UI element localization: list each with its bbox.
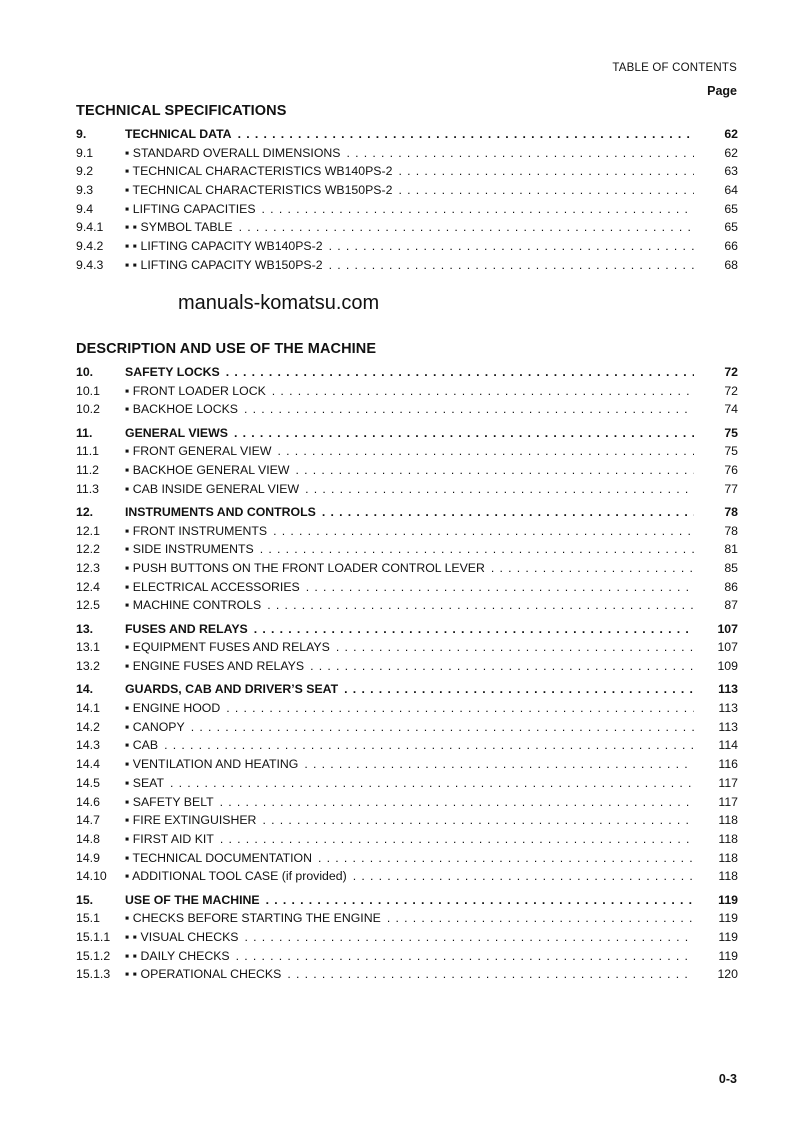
toc-entry-page: 87	[724, 598, 738, 613]
toc-entry-leader	[125, 849, 694, 868]
toc-entry-leader	[125, 699, 694, 718]
toc-entry-number: 9.4.1	[76, 220, 104, 235]
toc-entry-leader	[125, 461, 694, 480]
toc-entry-page: 85	[724, 561, 738, 576]
toc-entry-page: 74	[724, 402, 738, 417]
toc-entry-title: ▪ ▪ OPERATIONAL CHECKS	[125, 967, 287, 981]
toc-entry-leader	[125, 867, 694, 886]
toc-entry-leader	[125, 218, 694, 237]
toc-entry-title: ▪ VENTILATION AND HEATING	[125, 757, 304, 771]
toc-entry-page: 119	[718, 892, 738, 907]
toc-entry-title: USE OF THE MACHINE	[125, 893, 266, 907]
toc-entry-leader	[125, 774, 694, 793]
toc-entry[interactable]	[76, 480, 738, 499]
toc-entry[interactable]	[76, 793, 738, 812]
toc-entry-leader	[125, 718, 694, 737]
watermark-text: manuals-komatsu.com	[178, 292, 380, 314]
toc-entry[interactable]	[76, 442, 738, 461]
toc-entry-title: ▪ CAB	[125, 738, 164, 752]
toc-entry-leader	[125, 909, 694, 928]
toc-entry-page: 62	[724, 145, 738, 160]
toc-entry-page: 72	[724, 383, 738, 398]
toc-entry-number: 9.1	[76, 145, 94, 160]
section-title-description-and-use: DESCRIPTION AND USE OF THE MACHINE	[76, 341, 377, 357]
toc-entry-page: 76	[724, 463, 738, 478]
toc-entry-number: 14.8	[76, 831, 100, 846]
toc-entry[interactable]	[76, 218, 738, 237]
toc-entry-number: 10.	[76, 365, 94, 379]
toc-entry-leader	[125, 680, 694, 699]
toc-entry-leader	[125, 181, 694, 200]
toc-entry-number: 9.	[76, 127, 87, 141]
toc-entry[interactable]	[76, 522, 738, 541]
toc-entry-number: 14.	[76, 682, 94, 697]
toc-entry-page: 113	[718, 719, 738, 734]
toc-entry-title: ▪ TECHNICAL CHARACTERISTICS WB140PS-2	[125, 164, 398, 178]
toc-entry-page: 113	[718, 701, 738, 716]
toc-entry-title: ▪ BACKHOE GENERAL VIEW	[125, 463, 295, 477]
toc-entry-page: 78	[724, 505, 738, 519]
toc-entry-number: 10.2	[76, 402, 100, 417]
toc-entry-leader	[125, 237, 694, 256]
toc-entry-title: ▪ TECHNICAL CHARACTERISTICS WB150PS-2	[125, 183, 398, 197]
toc-entry-leader	[125, 965, 694, 984]
toc-entry[interactable]	[76, 891, 738, 910]
toc-entry-title: ▪ MACHINE CONTROLS	[125, 598, 267, 612]
toc-entry-title: ▪ CHECKS BEFORE STARTING THE ENGINE	[125, 911, 387, 925]
toc-entry-number: 13.	[76, 621, 94, 636]
toc-entry-page: 120	[717, 967, 738, 982]
toc-entry-page: 118	[718, 831, 738, 846]
toc-entry-title: ▪ SEAT	[125, 776, 170, 790]
toc-entry-title: TECHNICAL DATA	[125, 127, 238, 141]
toc-entry-number: 14.2	[76, 719, 100, 734]
toc-entry-title: ▪ FRONT GENERAL VIEW	[125, 444, 277, 458]
toc-entry-title: ▪ SAFETY BELT	[125, 795, 220, 809]
toc-entry-leader	[125, 830, 694, 849]
toc-entry-page: 64	[724, 183, 738, 198]
toc-entry-number: 9.3	[76, 183, 94, 198]
toc-entry[interactable]	[76, 718, 738, 737]
toc-entry-number: 15.	[76, 892, 94, 907]
toc-entry-leader	[125, 578, 694, 597]
toc-entry-title: GUARDS, CAB AND DRIVER’S SEAT	[125, 682, 344, 696]
toc-entry-page: 118	[718, 869, 738, 884]
toc-entry-page: 119	[718, 929, 738, 944]
toc-entry-leader	[125, 736, 694, 755]
toc-entry-title: ▪ FIRE EXTINGUISHER	[125, 813, 262, 827]
toc-entry-number: 9.4.2	[76, 239, 104, 254]
toc-entry-title: ▪ ADDITIONAL TOOL CASE (if provided)	[125, 869, 353, 883]
toc-entry[interactable]	[76, 540, 738, 559]
toc-entry-title: SAFETY LOCKS	[125, 365, 226, 379]
toc-entry-title: ▪ FRONT INSTRUMENTS	[125, 524, 273, 538]
toc-entry[interactable]	[76, 363, 738, 382]
toc-entry-page: 63	[724, 164, 738, 179]
toc-entry-title: ▪ ENGINE HOOD	[125, 701, 226, 715]
toc-entry-number: 14.1	[76, 701, 100, 716]
toc-entry-page: 75	[724, 444, 738, 459]
toc-entry-number: 13.1	[76, 640, 100, 655]
toc-entry-page: 113	[718, 682, 738, 697]
toc-entry[interactable]	[76, 162, 738, 181]
toc-entry[interactable]	[76, 736, 738, 755]
toc-entry-title: ▪ BACKHOE LOCKS	[125, 402, 244, 416]
toc-entry-title: ▪ SIDE INSTRUMENTS	[125, 542, 260, 556]
toc-entry-page: 117	[718, 794, 738, 809]
toc-entry-number: 9.4	[76, 201, 94, 216]
toc-entry-title: ▪ ELECTRICAL ACCESSORIES	[125, 580, 306, 594]
toc-entry[interactable]	[76, 578, 738, 597]
toc-entry[interactable]	[76, 503, 738, 522]
toc-entry[interactable]	[76, 382, 738, 401]
toc-entry-page: 107	[717, 640, 738, 655]
toc-entry-page: 77	[724, 481, 738, 496]
toc-entry-number: 12.2	[76, 542, 100, 557]
toc-entry-page: 117	[718, 775, 738, 790]
toc-entry[interactable]	[76, 699, 738, 718]
section-title-technical-specifications: TECHNICAL SPECIFICATIONS	[76, 103, 287, 119]
toc-entry-leader	[125, 559, 694, 578]
toc-entry-title: ▪ CAB INSIDE GENERAL VIEW	[125, 482, 305, 496]
toc-entry[interactable]	[76, 200, 738, 219]
toc-entry[interactable]	[76, 909, 738, 928]
toc-entry[interactable]	[76, 657, 738, 676]
toc-entry[interactable]	[76, 755, 738, 774]
toc-entry[interactable]	[76, 965, 738, 984]
toc-entry-leader	[125, 522, 694, 541]
toc-entry-number: 12.1	[76, 523, 100, 538]
toc-entry[interactable]	[76, 461, 738, 480]
toc-entry-leader	[125, 947, 694, 966]
toc-entry-page: 114	[718, 738, 738, 753]
toc-entry-title: ▪ PUSH BUTTONS ON THE FRONT LOADER CONTROL LEVER	[125, 561, 491, 575]
toc-entry-number: 15.1.1	[76, 929, 111, 944]
toc-entry[interactable]	[76, 256, 738, 275]
toc-entry[interactable]	[76, 680, 738, 699]
toc-entry-number: 14.6	[76, 794, 100, 809]
toc-entry-title: ▪ ▪ DAILY CHECKS	[125, 949, 236, 963]
toc-entry-leader	[125, 657, 694, 676]
toc-entry-number: 15.1.2	[76, 948, 111, 963]
toc-entry-number: 14.9	[76, 850, 100, 865]
toc-entry-page: 72	[724, 365, 738, 379]
toc-entry-page: 75	[724, 425, 738, 440]
toc-entry[interactable]	[76, 867, 738, 886]
toc-entry[interactable]	[76, 638, 738, 657]
toc-entry-page: 66	[724, 239, 738, 254]
toc-entry-title: ▪ ▪ VISUAL CHECKS	[125, 930, 245, 944]
toc-entry-number: 14.7	[76, 813, 100, 828]
toc-entry[interactable]	[76, 811, 738, 830]
toc-list-description-and-use	[76, 363, 738, 984]
toc-entry-number: 12.5	[76, 598, 100, 613]
toc-entry-title: ▪ ENGINE FUSES AND RELAYS	[125, 659, 310, 673]
toc-entry-title: ▪ CANOPY	[125, 720, 191, 734]
toc-entry-number: 12.4	[76, 579, 100, 594]
toc-entry[interactable]	[76, 400, 738, 419]
toc-entry-title: GENERAL VIEWS	[125, 426, 234, 440]
toc-entry[interactable]	[76, 559, 738, 578]
toc-entry-title: ▪ EQUIPMENT FUSES AND RELAYS	[125, 640, 336, 654]
page-number: 0-3	[718, 1072, 737, 1086]
toc-entry-leader	[125, 811, 694, 830]
toc-entry-number: 10.1	[76, 383, 100, 398]
toc-entry[interactable]	[76, 181, 738, 200]
toc-entry-number: 11.	[76, 425, 93, 440]
toc-entry[interactable]	[76, 774, 738, 793]
toc-entry-leader	[125, 596, 694, 615]
toc-entry-number: 11.3	[76, 481, 100, 496]
toc-entry-leader	[125, 424, 694, 443]
toc-entry-number: 14.3	[76, 738, 100, 753]
toc-entry-leader	[125, 400, 694, 419]
toc-entry[interactable]	[76, 144, 738, 163]
toc-entry-leader	[125, 382, 694, 401]
toc-entry-leader	[125, 620, 694, 639]
toc-entry-page: 109	[717, 659, 738, 674]
toc-entry[interactable]	[76, 947, 738, 966]
toc-entry-number: 12.	[76, 505, 94, 519]
toc-entry-number: 14.5	[76, 775, 100, 790]
toc-entry-leader	[125, 755, 694, 774]
toc-entry-number: 15.1	[76, 911, 100, 926]
toc-entry-number: 14.4	[76, 757, 100, 772]
toc-entry-page: 118	[718, 850, 738, 865]
toc-entry-title: ▪ TECHNICAL DOCUMENTATION	[125, 851, 318, 865]
toc-entry-number: 13.2	[76, 659, 100, 674]
toc-entry-leader	[125, 503, 694, 522]
toc-entry-title: INSTRUMENTS AND CONTROLS	[125, 505, 322, 519]
toc-entry-page: 119	[718, 911, 738, 926]
toc-entry-title: ▪ FRONT LOADER LOCK	[125, 384, 272, 398]
toc-entry-leader	[125, 442, 694, 461]
toc-entry[interactable]	[76, 830, 738, 849]
toc-entry-number: 11.2	[76, 463, 100, 478]
toc-entry-page: 118	[718, 813, 738, 828]
toc-entry-page: 81	[724, 542, 738, 557]
toc-entry-page: 65	[724, 201, 738, 216]
toc-entry-number: 12.3	[76, 561, 100, 576]
toc-entry-number: 14.10	[76, 869, 107, 884]
toc-entry[interactable]	[76, 849, 738, 868]
toc-entry-page: 119	[718, 948, 738, 963]
toc-entry-title: ▪ ▪ LIFTING CAPACITY WB140PS-2	[125, 239, 329, 253]
toc-entry[interactable]	[76, 237, 738, 256]
toc-entry-title: ▪ STANDARD OVERALL DIMENSIONS	[125, 146, 347, 160]
toc-entry-leader	[125, 144, 694, 163]
toc-entry[interactable]	[76, 928, 738, 947]
toc-entry-number: 9.4.3	[76, 257, 104, 272]
toc-entry-page: 78	[724, 523, 738, 538]
toc-entry-leader	[125, 480, 694, 499]
toc-entry-leader	[125, 793, 694, 812]
toc-header: TABLE OF CONTENTS	[612, 62, 737, 74]
toc-entry-page: 116	[718, 757, 738, 772]
toc-entry[interactable]	[76, 125, 738, 144]
toc-entry-title: ▪ ▪ LIFTING CAPACITY WB150PS-2	[125, 258, 329, 272]
toc-entry-leader	[125, 540, 694, 559]
toc-list-technical-specifications	[76, 125, 738, 275]
toc-entry-number: 11.1	[76, 444, 100, 459]
toc-entry-leader	[125, 162, 694, 181]
toc-entry-title: ▪ ▪ SYMBOL TABLE	[125, 220, 239, 234]
toc-entry-leader	[125, 256, 694, 275]
toc-entry-title: ▪ LIFTING CAPACITIES	[125, 202, 262, 216]
toc-entry-page: 107	[717, 621, 738, 636]
toc-entry-leader	[125, 891, 694, 910]
toc-entry-leader	[125, 125, 694, 144]
toc-entry-title: ▪ FIRST AID KIT	[125, 832, 220, 846]
toc-entry-page: 86	[724, 579, 738, 594]
toc-entry-page: 65	[724, 220, 738, 235]
toc-entry-leader	[125, 638, 694, 657]
toc-entry[interactable]	[76, 620, 738, 639]
toc-entry-title: FUSES AND RELAYS	[125, 622, 254, 636]
page-column-label: Page	[707, 84, 737, 98]
toc-entry-leader	[125, 200, 694, 219]
toc-entry-number: 9.2	[76, 164, 94, 179]
toc-entry-page: 68	[724, 257, 738, 272]
toc-entry-leader	[125, 363, 694, 382]
toc-entry-number: 15.1.3	[76, 967, 111, 982]
toc-entry-page: 62	[724, 127, 738, 141]
toc-entry-leader	[125, 928, 694, 947]
toc-entry[interactable]	[76, 424, 738, 443]
toc-entry[interactable]	[76, 596, 738, 615]
